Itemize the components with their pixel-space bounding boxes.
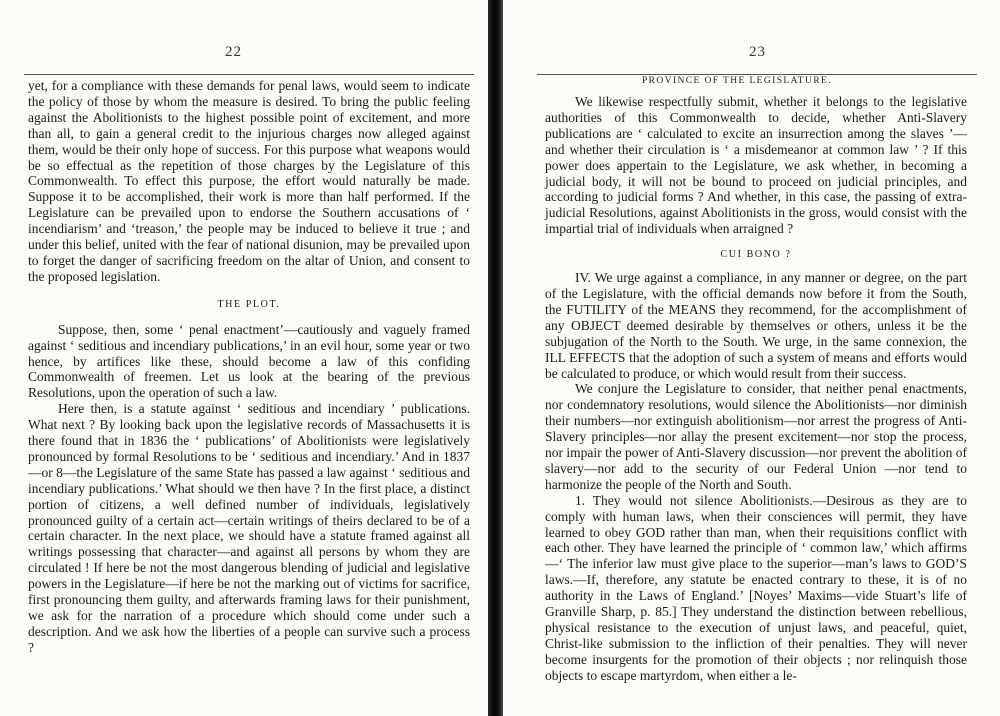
right-paragraph-2: IV. We urge against a compliance, in any manner or degree, on the part of the Legislature, with the official demands now before it from the South, the FUTILITY of the MEANS they recommend, for the accomplishment of any OBJECT deemed desirable by themselves or others, unless it be the subjugation of the North to the South. We urge, in the same connexion, the ILL EFFECTS that the adoption of such a system of means and efforts would be calculated to produce, or which would result from their success. [545, 270, 967, 381]
book-gutter [488, 0, 503, 716]
page-number-left: 22 [225, 44, 242, 60]
left-paragraph-3: Here then, is a statute against ‘ seditious and incendiary ’ publications. What next ? By looking back upon the legislative records of Massachusetts it is there found that in 1836 the ‘ publications’ of Abolitionists were legislatively pronounced by formal Resolutions to be ‘ seditious and incendiary.’ And in 1837 —or 8—the Legislature of the same State has passed a law against ‘ seditious and incendiary publications.’ What should we then have ? In the first place, a distinct portion of citizens, a well defined number of individuals, legislatively pronounced guilty of a certain act—certain writings of theirs declared to be of a certain character. In the next place, we should have a statute framed against all writings possessing that character—and against all persons by whom they are circulated ! If here be not the most dangerous blending of judicial and legislative powers in the Legislature—if here be not the marking out of victims for sacrifice, first pronouncing them guilty, and afterwards framing laws for their punishment, we ask for the narration of a procedure which should come under such a description. And we ask how the liberties of a people can survive such a process ? [28, 401, 470, 655]
section-heading-cui-bono: CUI BONO ? [720, 249, 792, 261]
left-paragraph-2: Suppose, then, some ‘ penal enactment’—cautiously and vaguely framed against ‘ seditious and incendiary publications,’ in an evil hour, some year or two hence, by artifices like these, should become a law of this confiding Commonwealth of freemen. Let us look at the bearing of the previous Resolutions, upon the operation of such a law. [28, 321, 470, 401]
left-body [28, 78, 470, 656]
right-paragraph-3: We conjure the Legislature to consider, that neither penal enactments, nor condemnatory resolutions, would silence the Abolitionists—nor diminish their numbers—nor extinguish abolitionism—nor arrest the progress of Anti-Slavery principles—nor allay the present excitement—nor stop the process, nor impair the power of Anti-Slavery discussion—nor prevent the abolition of slavery—nor add to the security of our Federal Union —nor tend to harmonize the people of the North and South. [545, 381, 967, 492]
header-rule-left [24, 74, 474, 75]
left-paragraph-1: yet, for a compliance with these demands for penal laws, would seem to indicate the policy of those by whom the measure is desired. To bring the public feeling against the Abolitionists to the highest possible point of excitement, and more than all, to gain a general credit to the injurious charges now alleged against them, would be their only hope of success. For this purpose what weapons would be so effectual as the repetition of those charges by the Legislature of this Commonwealth. To effect this purpose, the effort would naturally be made. Suppose it to be accomplished, their work is more than half performed. If the Legislature can be prevailed upon to endorse the Southern accusations of ‘ incendiarism’ and ‘treason,’ the people may be induced to believe it true ; and under this belief, united with the fear of national disunion, may be prevailed upon to forget the danger of sacrificing freedom on the altar of Union, and consent to the proposed legislation. [28, 78, 470, 284]
right-body [545, 94, 967, 684]
header-rule-right [537, 74, 977, 75]
right-paragraph-1: We likewise respectfully submit, whether it belongs to the legislative authorities of this Commonwealth to decide, whether Anti-Slavery publications are ‘ calculated to excite an insurrection among the slaves ’—and whether their circulation is ‘ a misdemeanor at common law ’ ? If this power does appertain to the Legislature, we ask whether, in becoming a judicial body, it will not be bound to proceed on judicial principles, and according to judicial forms ? And whether, in this case, the passing of extra-judicial Resolutions, against Abolitionists in the gross, would consist with the impartial trial of individuals when arraigned ? [545, 94, 967, 237]
page-number-right: 23 [749, 44, 766, 60]
right-page [503, 0, 1000, 716]
section-heading-the-plot: THE PLOT. [217, 298, 281, 310]
running-head: PROVINCE OF THE LEGISLATURE. [642, 76, 832, 86]
right-paragraph-4: 1. They would not silence Abolitionists.—Desirous as they are to comply with human laws, when their consciences will permit, they have learned to obey GOD rather than man, when their requisitions conflict with each other. They have learned the principle of ‘ common law,’ which affirms—‘ The inferior law must give place to the superior—man’s laws to GOD’S laws.—If, therefore, any statute be enacted contrary to these, it is of no authority in the Laws of England.’ [Noyes’ Maxims—vide Stuart’s life of Granville Sharp, p. 85.] They understand the distinction between rebellious, physical resistance to the execution of unjust laws, and peaceful, quiet, Christ-like submission to the infliction of their penalties. They will never become insurgents for the promotion of their objects ; nor relinquish those objects to escape martyrdom, when either a le- [545, 492, 967, 683]
left-page [0, 0, 488, 716]
